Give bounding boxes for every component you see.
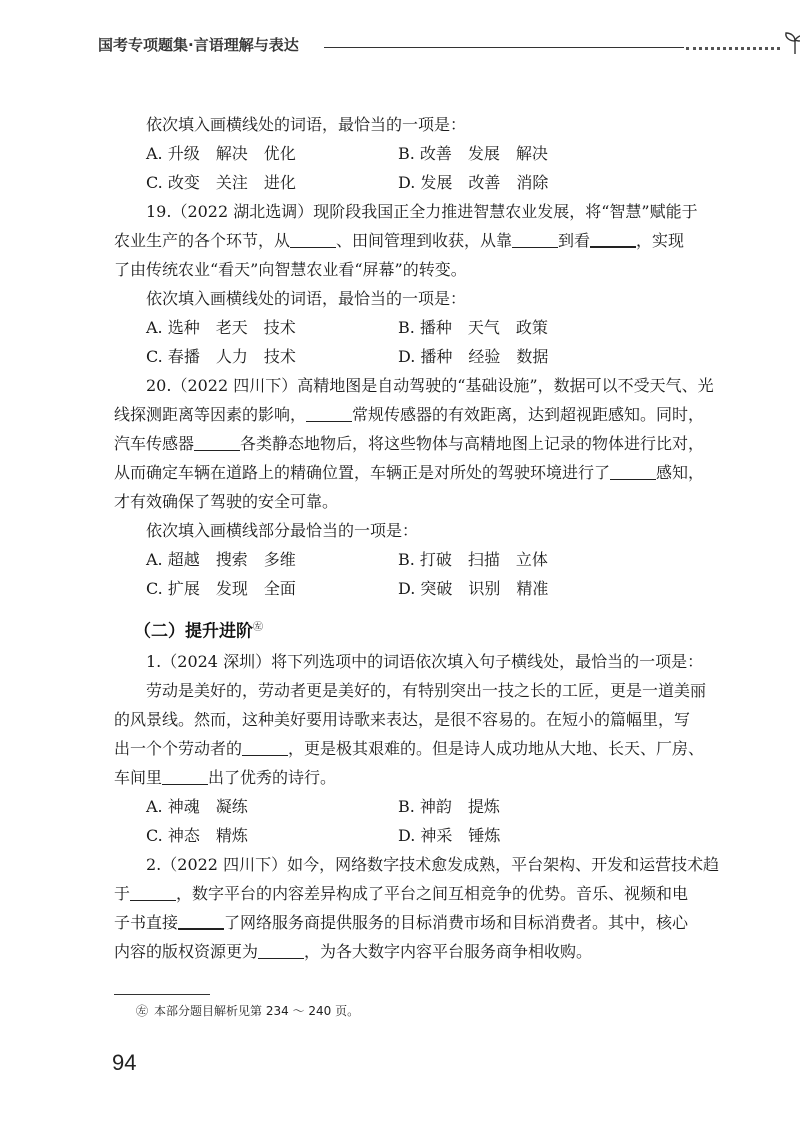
option-b: B. 神韵 提炼 [398, 797, 500, 816]
question-20-line-1: 20.（2022 四川下）高精地图是自动驾驶的“基础设施”，数据可以不受天气、光 [146, 376, 714, 395]
answer-blank [610, 463, 656, 480]
options-row [114, 574, 704, 603]
page-number: 94 [112, 1050, 137, 1075]
options-row [114, 313, 704, 342]
option-b: B. 播种 天气 政策 [398, 318, 548, 337]
question-prompt: 依次填入画横线部分最恰当的一项是： [146, 521, 419, 540]
options-row [114, 821, 704, 850]
options-row [114, 168, 704, 197]
question-20-line-5: 才有效确保了驾驶的安全可靠。 [114, 492, 339, 511]
question-19-line-2: 农业生产的各个环节，从 、田间管理到收获，从靠 到看 ，实现 [114, 231, 685, 250]
answer-blank [306, 405, 352, 422]
options-row [114, 545, 704, 574]
option-a: A. 超越 搜索 多维 [146, 550, 296, 569]
page-content [114, 110, 720, 966]
question-1-line-3: 的风景线。然而，这种美好要用诗歌来表达，是很不容易的。在短小的篇幅里，写 [114, 710, 691, 729]
page-header [98, 30, 718, 56]
question-1-line-5: 车间里 出了优秀的诗行。 [114, 768, 337, 787]
question-1-line-1: 1.（2024 深圳）将下列选项中的词语依次填入句子横线处，最恰当的一项是： [146, 652, 704, 671]
options-row [114, 792, 704, 821]
footnote-mark: ㊧ [136, 1004, 149, 1018]
option-c: C. 神态 精炼 [146, 826, 248, 845]
question-1-line-4: 出一个个劳动者的 ，更是极其艰难的。但是诗人成功地从大地、长天、厂房、 [114, 739, 705, 758]
question-19-line-3: 了由传统农业“看天”向智慧农业看“屏幕”的转变。 [114, 260, 467, 279]
option-a: A. 选种 老天 技术 [146, 318, 296, 337]
options-row [114, 139, 704, 168]
answer-blank [258, 942, 304, 959]
answer-blank [130, 884, 176, 901]
footnote-text: 本部分题目解析见第 234 ～ 240 页。 [154, 1004, 360, 1018]
answer-blank [512, 231, 558, 248]
header-rule [324, 47, 684, 48]
question-20-line-4: 从而确定车辆在道路上的精确位置，车辆正是对所处的驾驶环境进行了 感知， [114, 463, 705, 482]
option-d: D. 神采 锤炼 [398, 826, 501, 845]
option-b: B. 改善 发展 解决 [398, 144, 548, 163]
section-heading: （二）提升进阶㊧ [134, 621, 263, 642]
option-c: C. 改变 关注 进化 [146, 173, 296, 192]
answer-blank [178, 912, 224, 930]
option-d: D. 突破 识别 精准 [398, 579, 549, 598]
question-2-line-3: 子书直接 了网络服务商提供服务的目标消费市场和目标消费者。其中，核心 [114, 913, 689, 932]
option-a: A. 神魂 凝练 [146, 797, 248, 816]
question-20-line-2: 线探测距离等因素的影响， 常规传感器的有效距离，达到超视距感知。同时， [114, 405, 705, 424]
options-row [114, 342, 704, 371]
option-a: A. 升级 解决 优化 [146, 144, 296, 163]
book-title: 国考专项题集·言语理解与表达 [98, 36, 299, 54]
question-2-line-2: 于 ，数字平台的内容差异构成了平台之间互相竞争的优势。音乐、视频和电 [114, 884, 689, 903]
option-d: D. 播种 经验 数据 [398, 347, 549, 366]
option-d: D. 发展 改善 消除 [398, 173, 549, 192]
question-19-line-1: 19.（2022 湖北选调）现阶段我国正全力推进智慧农业发展，将“智慧”赋能于 [146, 202, 698, 221]
question-2-line-1: 2.（2022 四川下）如今，网络数字技术愈发成熟，平台架构、开发和运营技术趋 [146, 855, 720, 874]
question-2-line-4: 内容的版权资源更为 ，为各大数字内容平台服务商争相收购。 [114, 942, 593, 961]
option-c: C. 春播 人力 技术 [146, 347, 296, 366]
question-prompt: 依次填入画横线处的词语，最恰当的一项是： [146, 289, 467, 308]
question-20-line-3: 汽车传感器 各类静态地物后，将这些物体与高精地图上记录的物体进行比对， [114, 434, 705, 453]
footnote-rule [114, 994, 210, 995]
answer-blank [242, 739, 288, 756]
footnote [136, 1002, 359, 1019]
answer-blank [194, 434, 240, 451]
option-c: C. 扩展 发现 全面 [146, 579, 296, 598]
question-prompt: 依次填入画横线处的词语，最恰当的一项是： [146, 115, 467, 134]
header-dotted-rule [686, 47, 780, 50]
question-1-line-2: 劳动是美好的，劳动者更是美好的，有特别突出一技之长的工匠，更是一道美丽 [146, 681, 707, 700]
sprout-icon [782, 30, 800, 56]
answer-blank [290, 231, 336, 248]
footnote-mark: ㊧ [253, 622, 263, 633]
option-b: B. 打破 扫描 立体 [398, 550, 548, 569]
answer-blank [590, 230, 636, 248]
answer-blank [162, 768, 208, 785]
